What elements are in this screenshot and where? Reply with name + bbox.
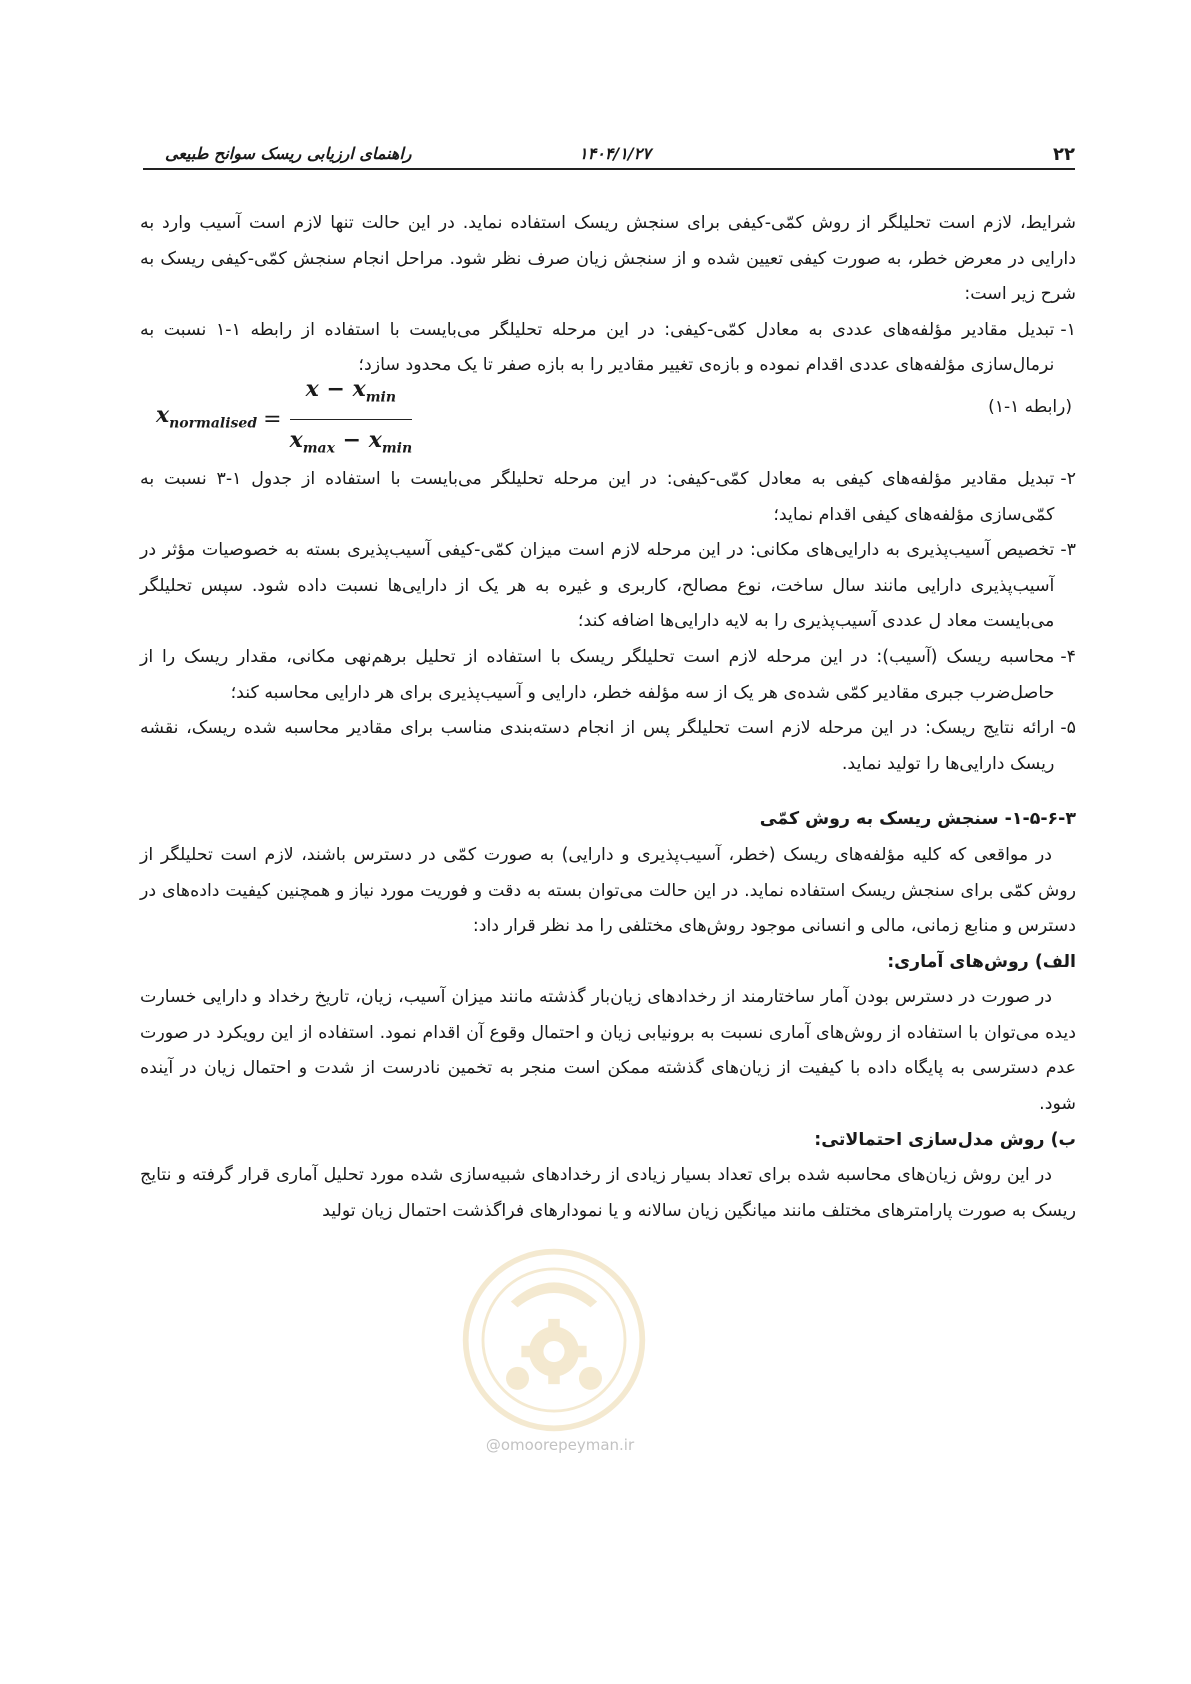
step-number: ۲- bbox=[1060, 468, 1076, 489]
step-number: ۴- bbox=[1060, 646, 1076, 667]
relation-label: (رابطه ۱-۱) bbox=[988, 396, 1072, 417]
step-item-1 bbox=[140, 313, 1076, 384]
step-number: ۵- bbox=[1060, 718, 1076, 739]
header-date: ۱۴۰۴/۱/۲۷ bbox=[579, 144, 651, 163]
step-item-3 bbox=[140, 533, 1076, 640]
equation-lhs: $x_{normalised}$ bbox=[156, 401, 258, 432]
subsection-heading-probabilistic: ب) روش مدل‌سازی احتمالاتی: bbox=[814, 1129, 1076, 1150]
page-header bbox=[143, 138, 1075, 170]
normalisation-equation bbox=[156, 376, 413, 458]
step-number: ۳- bbox=[1060, 540, 1076, 561]
watermark-seal-logo bbox=[458, 1244, 650, 1436]
section-paragraph: در مواقعی که کلیه مؤلفه‌های ریسک (خطر، آسیب‌پذیری و دارایی) به صورت کمّی در دسترس باشند، لازم است تحلیلگر از روش کمّی برای سنجش ریسک استفاده نماید. در این حالت می‌توان بسته به دقت و فوریت مورد نیاز و همچنین کیفیت داده‌های در دسترس و منابع زمانی، مالی و انسانی موجود روش‌های مختلفی را مد نظر قرار داد: bbox=[140, 844, 1076, 937]
step-text: تخصیص آسیب‌پذیری به دارایی‌های مکانی: در این مرحله لازم است میزان کمّی-کیفی آسیب‌پذیری بسته به خصوصیات مؤثر در آسیب‌پذیری دارایی مانند سال ساخت، نوع مصالح، کاربری و غیره به هر یک از دارایی‌ها نسبت داده شود. سپس تحلیلگر می‌بایست معاد ل عددی آسیب‌پذیری را به لایه دارایی‌ها اضافه کند؛ bbox=[140, 540, 1055, 632]
step-number: ۱- bbox=[1060, 319, 1076, 340]
subsection-heading-statistical: الف) روش‌های آماری: bbox=[887, 951, 1076, 972]
equation-fraction bbox=[290, 372, 413, 467]
watermark-url: @omoorepeyman.ir bbox=[485, 1436, 635, 1454]
step-item-5 bbox=[140, 711, 1076, 782]
step-text: محاسبه ریسک (آسیب): در این مرحله لازم است تحلیلگر ریسک با استفاده از تحلیل برهم‌نهی مکانی، مقدار ریسک را از حاصل‌ضرب جبری مقادیر کمّی شده‌ی هر یک از سه مؤلفه خطر، دارایی و آسیب‌پذیری برای هر دارایی محاسبه کند؛ bbox=[140, 646, 1055, 703]
header-title: راهنمای ارزیابی ریسک سوانح طبیعی bbox=[165, 144, 412, 163]
formula-block bbox=[140, 376, 1076, 458]
equals-sign: = bbox=[263, 407, 282, 433]
step-text: تبدیل مقادیر مؤلفه‌های کیفی به معادل کمّی-کیفی: در این مرحله تحلیلگر می‌بایست با استفاده از جدول ۱-۳ نسبت به کمّی‌سازی مؤلفه‌های کیفی اقدام نماید؛ bbox=[140, 468, 1055, 525]
subsection-paragraph-probabilistic: در این روش زیان‌های محاسبه شده برای تعداد بسیار زیادی از رخدادهای شبیه‌سازی شده مورد تحلیل آماری قرار گرفته و نتایج ریسک به صورت پارامترهای مختلف مانند میانگین زیان سالانه و یا نمودارهای فراگذشت احتمال زیان تولید bbox=[140, 1165, 1076, 1221]
subsection-paragraph-statistical: در صورت در دسترس بودن آمار ساختارمند از رخدادهای زیان‌بار گذشته مانند میزان آسیب، زیان، تاریخ رخداد و دارایی خسارت دیده می‌توان با استفاده از روش‌های آماری نسبت به برونیابی زیان و احتمال وقوع آن اقدام نمود. استفاده از این رویکرد در صورت عدم دسترسی به پایگاه داده با کیفیت از زیان‌های گذشته ممکن است منجر به تخمین نادرست از شدت و احتمال زیان در آینده شود. bbox=[140, 987, 1076, 1115]
fraction-denominator: $x_{max} - x_{min}$ bbox=[289, 427, 413, 457]
document-body bbox=[140, 206, 1076, 1229]
fraction-numerator: $x - x_{min}$ bbox=[290, 372, 412, 420]
step-item-2 bbox=[140, 462, 1076, 533]
step-text: ارائه نتایج ریسک: در این مرحله لازم است تحلیلگر پس از انجام دسته‌بندی مناسب برای مقادیر محاسبه شده ریسک، نقشه ریسک دارایی‌ها را تولید نماید. bbox=[140, 718, 1055, 774]
page-number: ۲۲ bbox=[1053, 144, 1075, 165]
step-item-4 bbox=[140, 640, 1076, 711]
intro-paragraph: شرایط، لازم است تحلیلگر از روش کمّی-کیفی برای سنجش ریسک استفاده نماید. در این حالت تنها لازم است آسیب وارد به دارایی در معرض خطر، به صورت کیفی تعیین شده و از سنجش زیان صرف نظر شود. مراحل انجام سنجش کمّی-کیفی ریسک به شرح زیر است: bbox=[140, 213, 1076, 305]
step-text: تبدیل مقادیر مؤلفه‌های عددی به معادل کمّی-کیفی: در این مرحله تحلیلگر می‌بایست با استفاده از رابطه ۱-۱ نسبت به نرمال‌سازی مؤلفه‌های عددی اقدام نموده و بازه‌ی تغییر مقادیر را به بازه صفر تا یک محدود سازد؛ bbox=[140, 319, 1055, 376]
section-heading: ۱-۵-۶-۳- سنجش ریسک به روش کمّی bbox=[759, 809, 1076, 830]
